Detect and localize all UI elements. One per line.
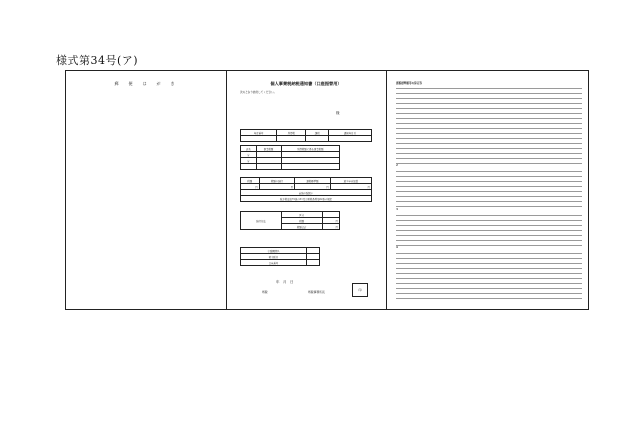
header-cell: 通知年月日 [328, 130, 371, 136]
issuer-name: 県税事務所長 [308, 290, 325, 294]
row-label: 税額合計 [281, 224, 322, 230]
payment-header: 前納の取扱い [241, 190, 372, 196]
row-label: 区分 [281, 212, 322, 218]
yen-unit: 円 [295, 184, 331, 190]
yen-unit: 円 [330, 184, 371, 190]
header-cell: 所得税額に係る事業税額 [281, 146, 339, 152]
yen-unit: 円 [322, 218, 340, 224]
row-label: 税額 [281, 218, 322, 224]
header-cell: 課税標準額 [295, 178, 331, 184]
notes-text-block [396, 81, 582, 300]
side-label: 納付方法 [241, 212, 282, 230]
tax-notice-panel [226, 71, 387, 309]
postcard-sheet [65, 70, 589, 310]
table-cell [306, 260, 319, 266]
form-number: 様式第34号(ア) [56, 54, 139, 67]
tax-breakdown-table [240, 177, 372, 202]
bank-account-table [240, 247, 320, 266]
postcard-heading: 郵 便 は が き [114, 81, 178, 86]
header-cell: 課税 [306, 130, 328, 136]
yen-unit: 円 [241, 184, 260, 190]
row-label: 口座番号 [241, 260, 307, 266]
header-cell: 過少申告加算 [330, 178, 371, 184]
table-cell [281, 164, 339, 170]
issue-date: 年 月 日 [276, 280, 294, 284]
payment-note: 地方税法第72条の51及び県税条例第62条の規定 [241, 196, 372, 202]
official-seal: 印 [352, 283, 368, 297]
notice-intro: 次のとおり納付してください。 [240, 91, 277, 94]
row-label: 預金種目 [241, 254, 307, 260]
notes-section-number: 4 [396, 246, 398, 250]
table-cell [328, 136, 371, 142]
table-cell [256, 164, 281, 170]
postcard-address-panel [66, 71, 227, 309]
office-name: 県税 [262, 290, 268, 294]
tax-year-table [240, 129, 372, 142]
row-label: 金融機関名 [241, 248, 307, 254]
addressee-suffix: 様 [336, 111, 340, 115]
header-cell: 所得税 [277, 130, 306, 136]
notice-title: 個人事業税納税通知書（口座振替用） [270, 81, 342, 86]
row-label: 分 [241, 158, 257, 164]
table-cell [241, 136, 277, 142]
notes-panel [386, 71, 590, 309]
header-cell: 事業税額 [256, 146, 281, 152]
header-cell: 税額 [241, 178, 260, 184]
header-cell: 年度番号 [241, 130, 277, 136]
yen-unit: 円 [259, 184, 295, 190]
row-label: 分 [241, 152, 257, 158]
header-cell: 税額の納付 [259, 178, 295, 184]
header-cell: 氏名 [241, 146, 257, 152]
yen-unit: 円 [322, 224, 340, 230]
table-cell [306, 136, 328, 142]
payment-method-table [240, 211, 340, 230]
notes-heading: 課税標準額等の算定等 [396, 82, 422, 85]
notes-section-number: 2 [396, 164, 398, 168]
notes-section-number: 3 [396, 207, 398, 211]
table-cell [241, 164, 257, 170]
table-cell [277, 136, 306, 142]
tax-amount-table [240, 145, 340, 170]
